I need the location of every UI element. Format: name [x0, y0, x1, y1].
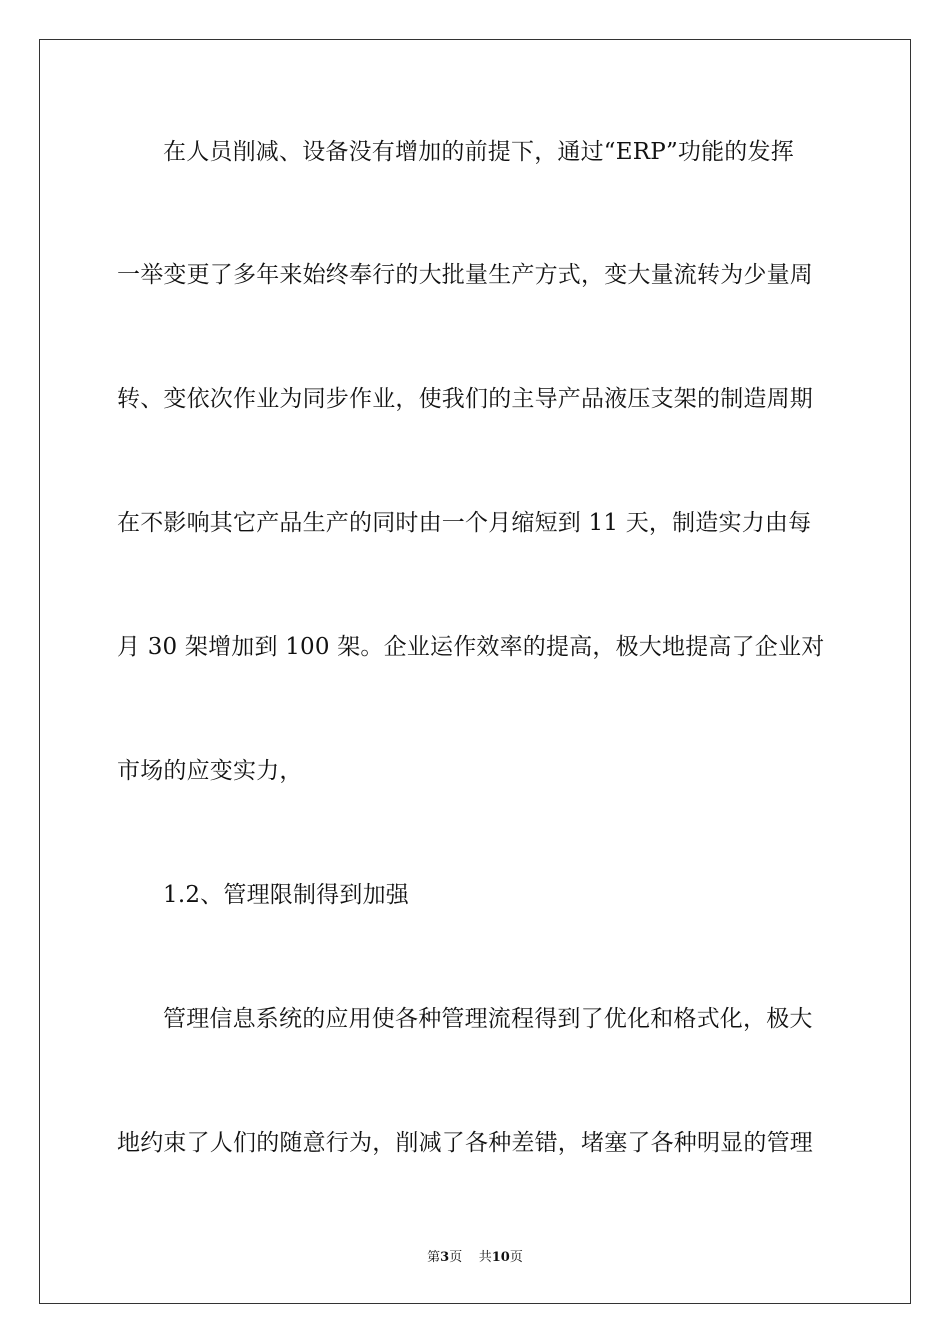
paragraph-line-4: 在不影响其它产品生产的同时由一个月缩短到 11 天，制造实力由每 [117, 510, 812, 536]
paragraph-line-8: 地约束了人们的随意行为，削减了各种差错，堵塞了各种明显的管理 [117, 1130, 813, 1156]
section-heading: 1.2、管理限制得到加强 [163, 882, 409, 908]
footer-total-pages: 10 [491, 1250, 510, 1265]
paragraph-line-2: 一举变更了多年来始终奉行的大批量生产方式，变大量流转为少量周 [117, 262, 813, 288]
paragraph-line-6: 市场的应变实力， [117, 758, 303, 784]
paragraph-line-3: 转、变依次作业为同步作业，使我们的主导产品液压支架的制造周期 [117, 386, 813, 412]
paragraph-line-7: 管理信息系统的应用使各种管理流程得到了优化和格式化，极大 [163, 1006, 813, 1032]
footer-total-prefix: 共 [478, 1250, 492, 1265]
paragraph-line-5: 月 30 架增加到 100 架。企业运作效率的提高，极大地提高了企业对 [117, 634, 825, 660]
footer-page-number: 3 [440, 1250, 450, 1265]
page-footer [0, 1246, 950, 1265]
page-frame [39, 39, 911, 1304]
footer-page-suffix: 页 [449, 1250, 463, 1265]
footer-page-prefix: 第 [427, 1250, 441, 1265]
paragraph-line-1: 在人员削减、设备没有增加的前提下，通过“ERP”功能的发挥 [163, 139, 794, 165]
footer-total-suffix: 页 [509, 1250, 523, 1265]
